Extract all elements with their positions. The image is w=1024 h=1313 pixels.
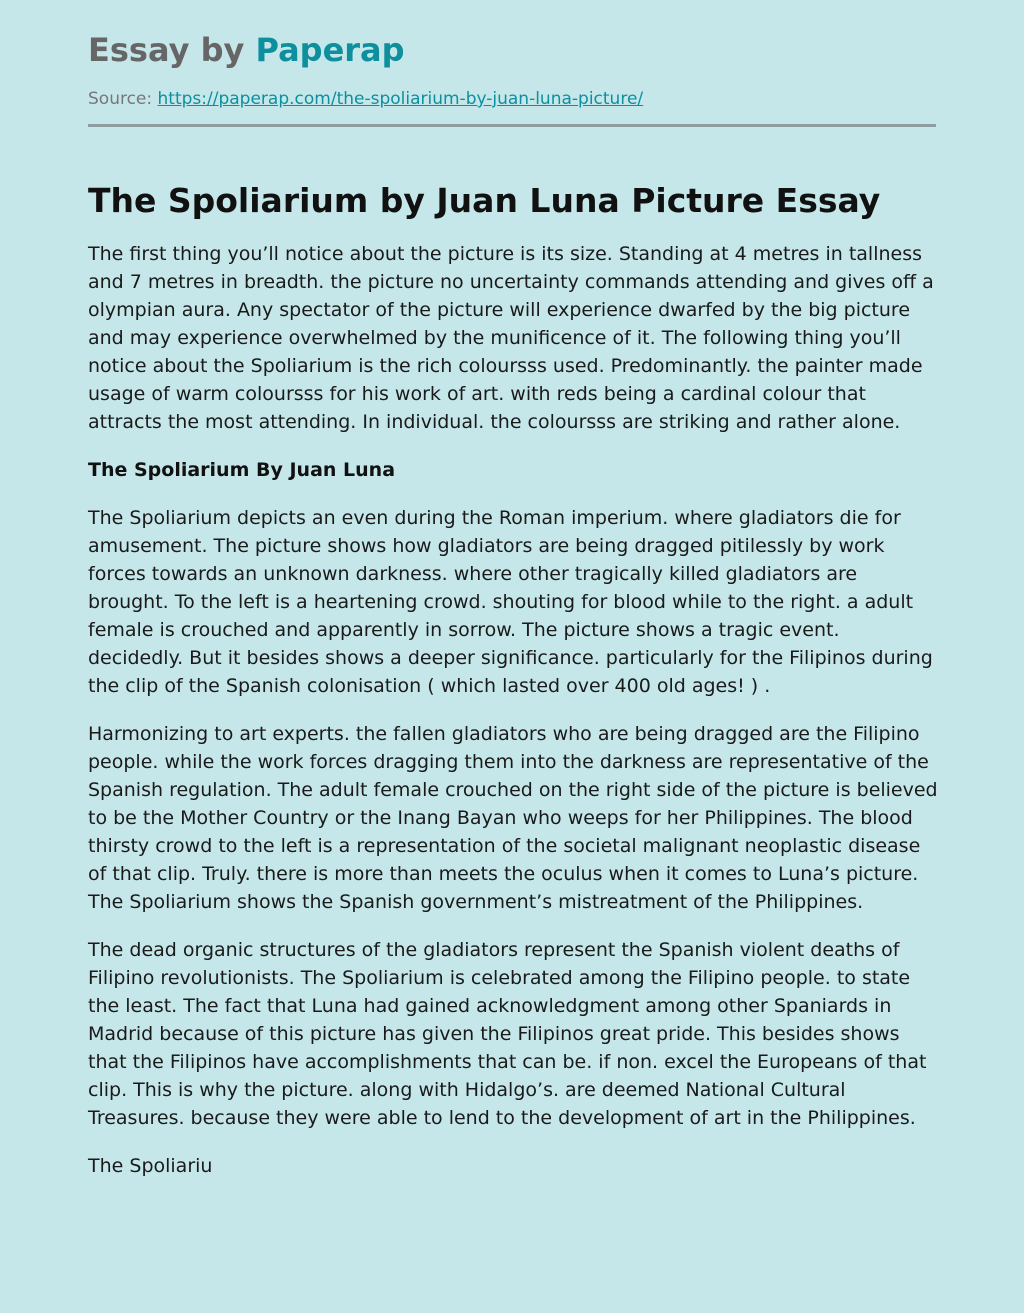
paragraph: The dead organic structures of the gladiators represent the Spanish violent deaths of Filipino revolutionists. The Spoliarium is celebrated among the Filipino people. to state the least. The fact that Luna had gained acknowledgment among other Spaniards in Madrid because of this picture has given the Filipinos great pride. This besides shows that the Filipinos have accomplishments that can be. if non. excel the Europeans of that clip. This is why the picture. along with Hidalgo’s. are deemed National Cultural Treasures. because they were able to lend to the development of art in the Philippines. [88, 939, 927, 1129]
paragraph: The Spoliarium depicts an even during the Roman imperium. where gladiators die for amusement. The picture shows how gladiators are being dragged pitilessly by work forces towards an unknown darkness. where other tragically killed gladiators are brought. To the left is a heartening crowd. shouting for blood while to the right. a adult female is crouched and apparently in sorrow. The picture shows a tragic event. decidedly. But it besides shows a deeper significance. particularly for the Filipinos during the clip of the Spanish colonisation ( which lasted over 400 old ages! ) . [88, 507, 933, 697]
paragraph: The first thing you’ll notice about the picture is its size. Standing at 4 metres in tallness and 7 metres in breadth. the picture no uncertainty commands attending and gives off a olympian aura. Any spectator of the picture will experience dwarfed by the big picture and may experience overwhelmed by the munificence of it. The following thing you’ll notice about the Spoliarium is the rich coloursss used. Predominantly. the painter made usage of warm coloursss for his work of art. with reds being a cardinal colour that attracts the most attending. In individual. the coloursss are striking and rather alone. [88, 243, 934, 433]
source-label: Source: [88, 89, 153, 109]
essay-body [88, 240, 938, 1200]
header-divider [88, 124, 936, 127]
source-line [88, 88, 643, 110]
brand-name: Paperap [255, 31, 405, 69]
site-brand [88, 30, 405, 70]
essay-title: The Spoliarium by Juan Luna Picture Essay [88, 181, 881, 220]
paragraph: Harmonizing to art experts. the fallen gladiators who are being dragged are the Filipino people. while the work forces dragging them into the darkness are representative of the Spanish regulation. The adult female crouched on the right side of the picture is believed to be the Mother Country or the Inang Bayan who weeps for her Philippines. The blood thirsty crowd to the left is a representation of the societal malignant neoplastic disease of that clip. Truly. there is more than meets the oculus when it comes to Luna’s picture. The Spoliarium shows the Spanish government’s mistreatment of the Philippines. [88, 723, 938, 913]
brand-prefix: Essay by [88, 31, 256, 69]
source-link[interactable]: https://paperap.com/the-spoliarium-by-juan-luna-picture/ [157, 89, 644, 109]
truncated-paragraph: The Spoliariu [88, 1155, 213, 1177]
section-heading: The Spoliarium By Juan Luna [88, 459, 396, 481]
